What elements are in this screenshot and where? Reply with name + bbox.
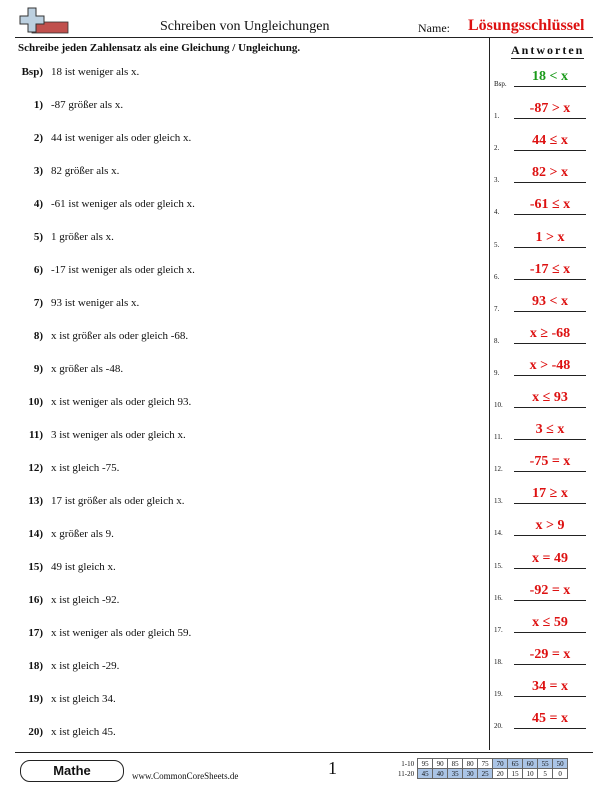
question-number: 17)	[28, 627, 43, 639]
score-cell: 20	[493, 769, 508, 779]
answer-row	[494, 391, 594, 409]
answer-number: 20.	[494, 722, 503, 730]
question-text: 49 ist gleich x.	[51, 561, 116, 573]
answer-row	[494, 455, 594, 473]
example-question	[15, 66, 139, 78]
answer-value: x ≥ -68	[514, 326, 586, 344]
question-number: 13)	[28, 495, 43, 507]
question-number: 11)	[28, 429, 43, 441]
question-text: -17 ist weniger als oder gleich x.	[51, 264, 195, 276]
page-number: 1	[328, 758, 337, 778]
answer-value: -92 = x	[514, 583, 586, 601]
answer-number: 17.	[494, 625, 503, 634]
answer-row	[494, 231, 594, 249]
question-text: x größer als -48.	[51, 363, 124, 375]
question-number: 8)	[33, 330, 43, 342]
question-number: 18)	[28, 660, 43, 672]
question-row	[15, 561, 116, 573]
question-number: 9)	[33, 363, 43, 375]
answer-row	[494, 712, 594, 730]
question-row	[15, 165, 119, 177]
question-text: x ist gleich -75.	[51, 462, 120, 474]
answer-value: 1 > x	[514, 230, 586, 248]
answer-row	[494, 102, 594, 120]
question-row	[15, 231, 114, 243]
answer-value: 34 = x	[514, 679, 586, 697]
answer-number: 5.	[494, 240, 500, 249]
question-number: 20)	[28, 726, 43, 738]
score-cell: 65	[508, 759, 523, 769]
question-text: -61 ist weniger als oder gleich x.	[51, 198, 195, 210]
answer-row	[494, 680, 594, 698]
score-row-label: 11-20	[398, 769, 415, 778]
score-row	[396, 769, 568, 779]
answer-value: x > 9	[514, 518, 586, 536]
score-cell: 15	[508, 769, 523, 779]
question-text: x ist gleich 45.	[51, 726, 116, 738]
answer-row	[494, 584, 594, 602]
question-number: 7)	[33, 297, 43, 309]
question-number: 6)	[33, 264, 43, 276]
answer-column-divider	[489, 38, 490, 750]
answer-value: 17 ≥ x	[514, 486, 586, 504]
score-cell: 85	[448, 759, 463, 769]
answer-number: Bsp.	[494, 80, 507, 88]
question-row	[15, 726, 116, 738]
question-text: 1 größer als x.	[51, 231, 114, 243]
answer-number: 12.	[494, 465, 503, 474]
question-number: 10)	[28, 396, 43, 408]
answer-number: 11.	[494, 433, 503, 442]
worksheet-title: Schreiben von Ungleichungen	[160, 19, 330, 34]
score-cell: 95	[418, 759, 433, 769]
answer-number: 19.	[494, 689, 503, 698]
answer-row	[494, 263, 594, 281]
question-row	[15, 396, 191, 408]
score-cell: 0	[553, 769, 568, 779]
answer-number: 13.	[494, 497, 503, 506]
footer-divider	[15, 752, 593, 753]
instructions: Schreibe jeden Zahlensatz als eine Gleichung / Ungleichung.	[18, 42, 301, 54]
answer-value: x = 49	[514, 551, 586, 569]
score-cell: 35	[448, 769, 463, 779]
question-row	[15, 297, 139, 309]
score-cell: 10	[523, 769, 538, 779]
question-text: 18 ist weniger als x.	[51, 66, 140, 78]
answer-number: 15.	[494, 561, 503, 570]
question-number: 1)	[33, 99, 43, 111]
answer-row	[494, 327, 594, 345]
score-cell: 30	[463, 769, 478, 779]
answer-row	[494, 552, 594, 570]
answer-row	[494, 423, 594, 441]
answer-number: 9.	[494, 368, 500, 377]
score-cell: 70	[493, 759, 508, 769]
question-text: 44 ist weniger als oder gleich x.	[51, 132, 192, 144]
question-row	[15, 627, 191, 639]
question-number: Bsp)	[21, 66, 43, 78]
answer-value: 93 < x	[514, 294, 586, 312]
question-row	[15, 330, 188, 342]
answer-number: 10.	[494, 401, 503, 409]
question-text: 93 ist weniger als x.	[51, 297, 140, 309]
question-row	[15, 198, 195, 210]
question-text: x ist gleich -29.	[51, 660, 120, 672]
score-cell: 90	[433, 759, 448, 769]
question-text: 17 ist größer als oder gleich x.	[51, 495, 185, 507]
score-cell: 60	[523, 759, 538, 769]
answer-key-label: Lösungsschlüssel	[468, 17, 585, 34]
answer-value: 82 > x	[514, 165, 586, 183]
answer-number: 16.	[494, 593, 503, 602]
question-text: 3 ist weniger als oder gleich x.	[51, 429, 186, 441]
question-row	[15, 462, 119, 474]
answer-number: 18.	[494, 657, 503, 666]
answer-number: 1.	[494, 112, 500, 121]
question-text: 82 größer als x.	[51, 165, 120, 177]
question-row	[15, 528, 114, 540]
answer-row	[494, 359, 594, 377]
question-number: 2)	[33, 132, 43, 144]
brand-badge: Mathe	[20, 760, 124, 782]
answer-row	[494, 295, 594, 313]
question-row	[15, 132, 191, 144]
question-number: 4)	[33, 198, 43, 210]
answer-row	[494, 166, 594, 184]
answer-value: 3 ≤ x	[514, 422, 586, 440]
answer-value: -17 ≤ x	[514, 262, 586, 280]
question-row	[15, 660, 119, 672]
header-divider	[15, 37, 593, 38]
answer-value: 18 < x	[514, 69, 586, 87]
question-number: 19)	[28, 693, 43, 705]
question-text: x ist weniger als oder gleich 59.	[51, 627, 192, 639]
answer-number: 4.	[494, 208, 500, 217]
question-row	[15, 99, 123, 111]
answer-row	[494, 519, 594, 537]
answer-number: 8.	[494, 336, 500, 345]
answer-number: 6.	[494, 272, 500, 281]
answers-header: Antworten	[511, 43, 585, 57]
question-row	[15, 495, 185, 507]
score-row	[396, 759, 568, 769]
answer-row	[494, 648, 594, 666]
answer-value: x > -48	[514, 358, 586, 376]
name-label: Name:	[418, 21, 450, 35]
answer-value: -87 > x	[514, 101, 586, 119]
site-url: www.CommonCoreSheets.de	[132, 771, 239, 781]
question-number: 15)	[28, 561, 43, 573]
question-number: 12)	[28, 462, 43, 474]
answer-number: 14.	[494, 529, 503, 538]
question-row	[15, 429, 186, 441]
question-number: 14)	[28, 528, 43, 540]
score-cell: 55	[538, 759, 553, 769]
answer-row	[494, 134, 594, 152]
question-row	[15, 264, 195, 276]
question-text: x größer als 9.	[51, 528, 114, 540]
answer-value: 45 = x	[514, 711, 586, 729]
answer-value: x ≤ 59	[514, 615, 586, 633]
answer-value: x ≤ 93	[514, 390, 586, 408]
question-row	[15, 594, 119, 606]
answer-row	[494, 616, 594, 634]
question-text: x ist gleich -92.	[51, 594, 120, 606]
score-cell: 80	[463, 759, 478, 769]
score-cell: 5	[538, 769, 553, 779]
score-cell: 50	[553, 759, 568, 769]
answer-value: 44 ≤ x	[514, 133, 586, 151]
score-cell: 25	[478, 769, 493, 779]
question-text: -87 größer als x.	[51, 99, 124, 111]
score-cell: 45	[418, 769, 433, 779]
score-cell: 40	[433, 769, 448, 779]
answer-value: -29 = x	[514, 647, 586, 665]
plus-logo-icon	[18, 6, 70, 36]
question-row	[15, 693, 116, 705]
question-text: x ist weniger als oder gleich 93.	[51, 396, 192, 408]
score-row-label: 1-10	[401, 759, 415, 768]
answer-row	[494, 487, 594, 505]
question-row	[15, 363, 123, 375]
question-number: 16)	[28, 594, 43, 606]
score-table	[396, 758, 568, 779]
answer-value: -75 = x	[514, 454, 586, 472]
answer-row	[494, 198, 594, 216]
answer-number: 2.	[494, 144, 500, 153]
answer-number: 3.	[494, 176, 500, 185]
question-number: 3)	[33, 165, 43, 177]
answer-number: 7.	[494, 304, 500, 313]
example-answer	[494, 70, 594, 88]
question-text: x ist größer als oder gleich -68.	[51, 330, 189, 342]
question-text: x ist gleich 34.	[51, 693, 116, 705]
answer-value: -61 ≤ x	[514, 197, 586, 215]
question-number: 5)	[33, 231, 43, 243]
score-cell: 75	[478, 759, 493, 769]
